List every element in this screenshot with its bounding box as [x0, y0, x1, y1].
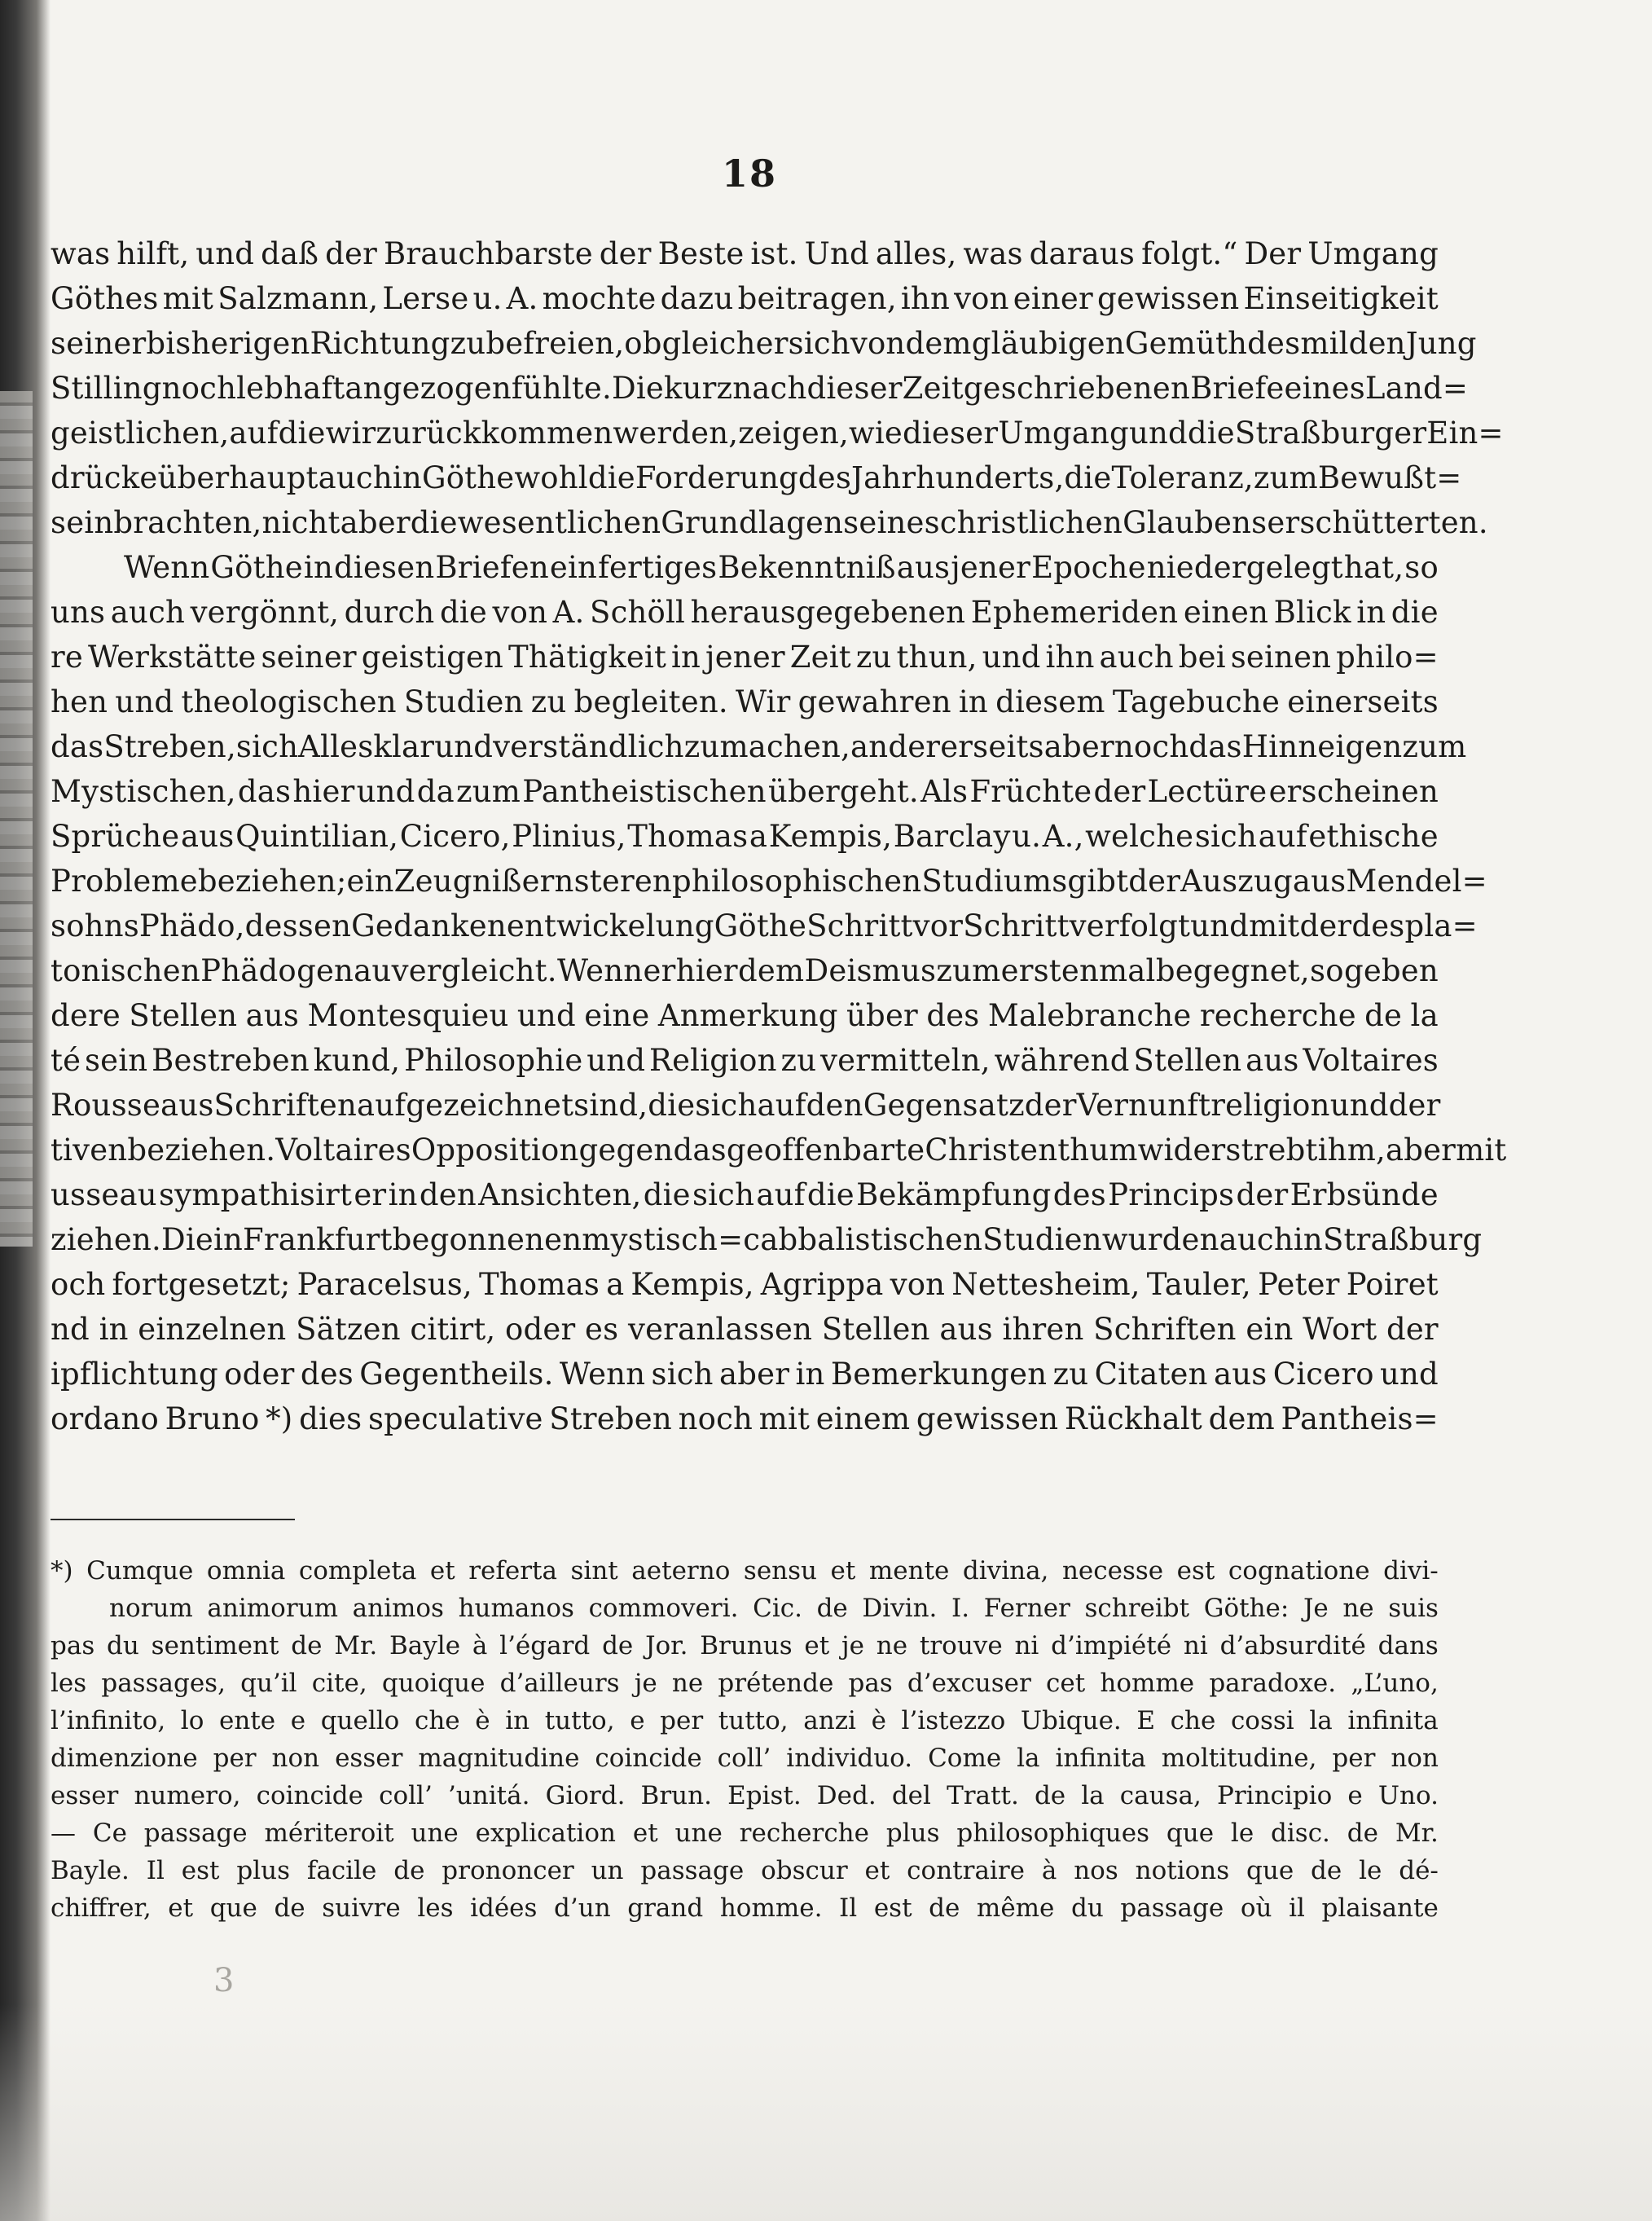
text-line: ziehen. Die in Frankfurt begonnenen mystisch=cabbalistischen Studien wurden auch in Straßburg [51, 1222, 1483, 1257]
text-line: nd in einzelnen Sätzen citirt, oder es veranlassen Stellen aus ihren Schriften ein Wort der [51, 1312, 1439, 1347]
text-line: was hilft, und daß der Brauchbarste der Beste ist. Und alles, was daraus folgt.“ Der Umgang [51, 236, 1439, 271]
text-line: hen und theologischen Studien zu begleiten. Wir gewahren in diesem Tagebuche einerseits [51, 684, 1439, 719]
text-line: geistlichen, auf die wir zurückkommen werden, zeigen, wie dieser Umgang und die Straßburger Ein= [51, 416, 1504, 451]
footnote-line: chiffrer, et que de suivre les idées d’un grand homme. Il est de même du passage où il plaisante [51, 1893, 1439, 1923]
text-line: usseau sympathisirt er in den Ansichten, die sich auf die Bekämpfung des Princips der Erbsünde [51, 1177, 1439, 1212]
main-text-block [51, 236, 1507, 1446]
footnote-line: l’infinito, lo ente e quello che è in tutto, e per tutto, anzi è l’istezzo Ubique. E che cossi la infinita [51, 1706, 1439, 1735]
text-line: ipflichtung oder des Gegentheils. Wenn sich aber in Bemerkungen zu Citaten aus Cicero und [51, 1357, 1439, 1392]
text-line: Sprüche aus Quintilian, Cicero, Plinius, Thomas a Kempis, Barclay u. A., welche sich auf ethische [51, 819, 1439, 854]
footnote-line: norum animorum animos humanos commoveri. Cic. de Divin. I. Ferner schreibt Göthe: Je ne suis [109, 1594, 1439, 1623]
signature-mark: 3 [213, 1962, 235, 1999]
text-line: Wenn Göthe in diesen Briefen ein fertiges Bekenntniß aus jener Epoche niedergelegt hat, so [124, 550, 1439, 585]
footnote-line: pas du sentiment de Mr. Bayle à l’égard de Jor. Brunus et je ne trouve ni d’impiété ni d’absurdité dans [51, 1631, 1439, 1660]
torn-paper-edge [0, 391, 33, 1247]
footnote-line: *) Cumque omnia completa et referta sint aeterno sensu et mente divina, necesse est cognatione divi- [51, 1556, 1439, 1585]
footnote-line: dimenzione per non esser magnitudine coincide coll’ individuo. Come la infinita moltitudine, per non [51, 1744, 1439, 1773]
text-line: Göthes mit Salzmann, Lerse u. A. mochte dazu beitragen, ihn von einer gewissen Einseitigkeit [51, 281, 1439, 316]
text-line: sein brachten, nicht aber die wesentlichen Grundlagen seines christlichen Glaubens erschütterten. [51, 505, 1488, 540]
text-line: re Werkstätte seiner geistigen Thätigkeit in jener Zeit zu thun, und ihn auch bei seinen philo= [51, 640, 1439, 675]
text-line: Probleme beziehen; ein Zeugniß ernsteren philosophischen Studiums gibt der Auszug aus Mendel= [51, 864, 1487, 899]
page-shadow [0, 2004, 1652, 2221]
page-number: 18 [721, 152, 777, 196]
text-line: Rousseaus Schriften aufgezeichnet sind, die sich auf den Gegensatz der Vernunftreligion und der [51, 1088, 1441, 1123]
text-line: seiner bisherigen Richtung zu befreien, obgleich er sich von dem gläubigen Gemüth des milden Jung [51, 326, 1477, 361]
text-line: tonischen Phädo genau vergleicht. Wenn er hier dem Deismus zum erstenmal begegnet, so geben [51, 953, 1439, 988]
text-line: tiven beziehen. Voltaires Opposition gegen das geoffenbarte Christenthum widerstrebt ihm, aber mit [51, 1132, 1507, 1168]
footnote-separator [51, 1519, 295, 1520]
footnote-line: — Ce passage mériteroit une explication et une recherche plus philosophiques que le disc. de Mr. [51, 1819, 1439, 1848]
text-line: das Streben, sich Alles klar und verständlich zu machen, andererseits aber noch das Hinneigen zum [51, 729, 1467, 764]
text-line: ordano Bruno *) dies speculative Streben noch mit einem gewissen Rückhalt dem Pantheis= [51, 1401, 1439, 1436]
footnote-line: esser numero, coincide coll’ ’unitá. Giord. Brun. Epist. Ded. del Tratt. de la causa, Principio e Uno. [51, 1781, 1439, 1810]
text-line: dere Stellen aus Montesquieu und eine Anmerkung über des Malebranche recherche de la [51, 998, 1439, 1033]
text-line: té sein Bestreben kund, Philosophie und Religion zu vermitteln, während Stellen aus Voltaires [51, 1043, 1439, 1078]
footnote-line: Bayle. Il est plus facile de prononcer un passage obscur et contraire à nos notions que de le dé- [51, 1856, 1439, 1885]
footnote-block [51, 1556, 1439, 1931]
text-line: Stilling noch lebhaft angezogen fühlte. Die kurz nach dieser Zeit geschriebenen Briefe eines Land= [51, 371, 1469, 406]
text-line: drücke überhaupt auch in Göthe wohl die Forderung des Jahrhunderts, die Toleranz, zum Bewußt= [51, 460, 1462, 495]
footnote-line: les passages, qu’il cite, quoique d’ailleurs je ne prétende pas d’excuser cet homme paradoxe. „L’uno, [51, 1669, 1439, 1698]
text-line: sohns Phädo, dessen Gedankenentwickelung Göthe Schritt vor Schritt verfolgt und mit der des pla= [51, 908, 1478, 943]
text-line: Mystischen, das hier und da zum Pantheistischen übergeht. Als Früchte der Lectüre erscheinen [51, 774, 1439, 809]
text-line: och fortgesetzt; Paracelsus, Thomas a Kempis, Agrippa von Nettesheim, Tauler, Peter Poiret [51, 1267, 1439, 1302]
text-line: uns auch vergönnt, durch die von A. Schöll herausgegebenen Ephemeriden einen Blick in die [51, 595, 1439, 630]
